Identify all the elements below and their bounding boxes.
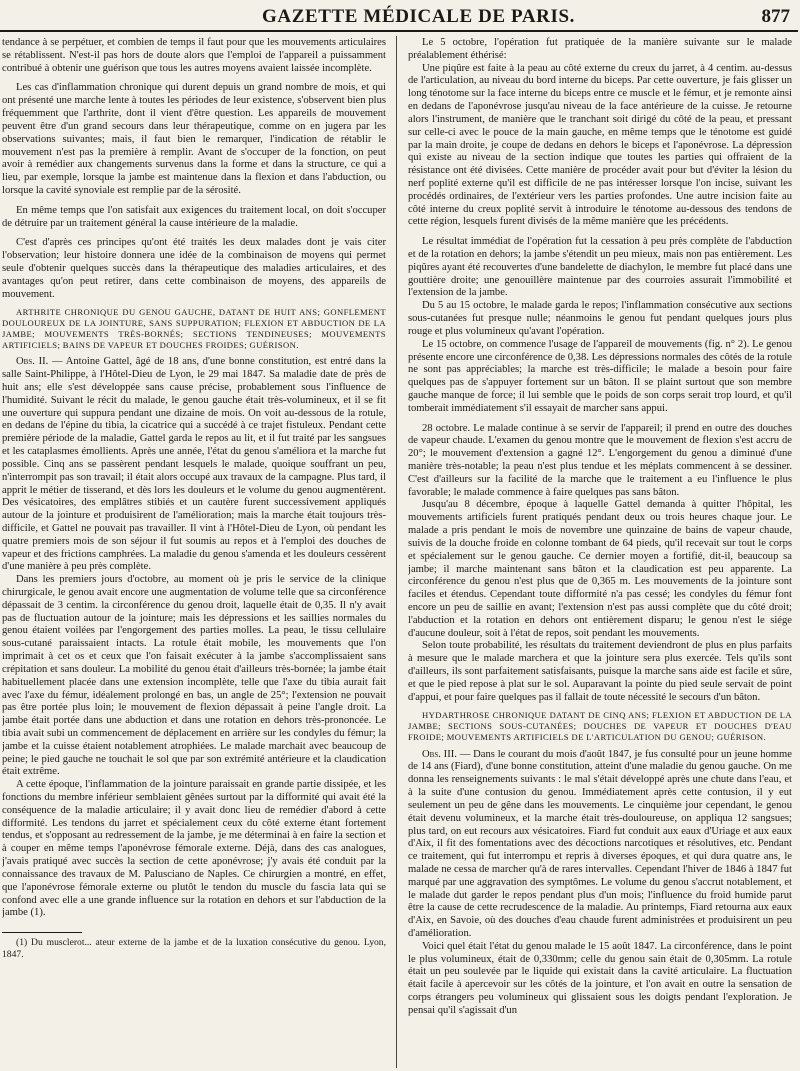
paragraph: Le 5 octobre, l'opération fut pratiquée de la manière suivante sur le malade préalablement éthérisé: [408,37,792,61]
observation-label: Obs. II. [16,356,49,368]
paragraph: En même temps que l'on satisfait aux exigences du traitement local, on doit s'occuper de détruire par un traitement général la cause intérieure de la maladie. [2,204,386,229]
observation-paragraph [408,749,792,941]
paragraph: Une piqûre est faite à la peau au côté externe du creux du jarret, à 4 centim. au-dessus de l'articulation, au niveau du bord interne du biceps. Par cette ouverture, je fais glisser un long ténotome sur la face interne du biceps entre ce muscle et le fémur, et je remonte ainsi en dedans de l'aponévrose jusqu'au niveau de la face antérieure de la cuisse. Je retourne alors l'instrument, de manière que le tranchant soit dirigé du côté de la peau, et pressant sur celle-ci avec le pouce de la main gauche, en même temps que le ténotome est guidé par la main droite, je coupe de dedans en dehors le biceps et l'aponévrose. La dépression qui existe au niveau de la section indique que toutes les parties qui offraient de la résistance ont été divisées. Cette manière de procéder avait pour but d'éviter la lésion du nerf poplité externe qu'il est difficile de ne pas intéresser lorsque l'on incise, suivant les procédés ordinaires, de l'extérieur vers les parties profondes. Une autre incision faite au côté interne du creux poplité servit à introduire le ténotome au-dessous des tendons de cette région, lesquels furent divisés de la même manière que les précédents. [408,62,792,228]
observation-label: Obs. III. [422,748,457,760]
paragraph: tendance à se perpétuer, et combien de temps il faut pour que les mouvements articulaires se rétablissent. N'est-il pas hors de doute alors que l'emploi de l'appareil a puissamment contribué à obtenir une guérison que tous les autres moyens avaient laissée incomplète. [2,37,386,74]
observation-text: — Antoine Gattel, âgé de 18 ans, d'une bonne constitution, est entré dans la salle Saint-Philippe, à l'Hôtel-Dieu de Lyon, le 29 mai 1847. Sa maladie date de près de huit ans; elle s'est développée sans cause précise, probablement sous l'influence de l'humidité. Suivant le récit du malade, le genou gauche était très-volumineux, et il se fit une ouverture qui suppura pendant une dizaine de mois. On voit au-dessous de la rotule, en dedans de l'épine du tibia, la cicatrice qui a succédé à ce trajet fistuleux. Pendant cette première période de la maladie, Gattel garda le repos au lit, et il fut traité par les sangsues et les cataplasmes émollients. Après une année, l'état du genou s'améliora et la marche fut possible. Cinq ans se passèrent pendant lesquels le malade, quoique souffrant un peu, n'interrompit pas son travail; il était alors occupé aux travaux de la campagne. Plus tard, il apprit le métier de tisserand, et dès lors les douleurs et le volume du genou augmentèrent. Des vésicatoires, des emplâtres stibiés et un cautère furent successivement appliqués autour de la jointure et produisirent de l'amélioration; mais la marche était toujours très-difficile, et Gattel ne pouvait pas travailler. Il vint à l'Hôtel-Dieu de Lyon, où pendant les quatre premiers mois de son séjour il fut soumis au repos et à l'emploi des douches de vapeur et des frictions camphrées. La maladie du genou s'amenda et les douleurs cessèrent d'une manière à peu près complète. [2,356,386,573]
paragraph: Dans les premiers jours d'octobre, au moment où je pris le service de la clinique chirurgicale, le genou avait encore une augmentation de volume telle que sa circonférence dépassait de 3 centim. la circonférence du genou droit, laquelle était de 0,35. Il n'y avait pas de fluctuation autour de la jointure; mais les dépressions et les saillies normales du genou étaient voilées par l'engorgement des parties molles. La peau, le tissu cellulaire sous-cutané paraissaient intacts. La rotule était mobile, les mouvements que l'on imprimait à cet os et ceux que l'on faisait exécuter à la jambe s'accomplissaient sans crépitation et sans douleur. La mobilité du genou était d'ailleurs très-bornée; la jambe était habituellement placée dans une extension incomplète, telle que l'axe du tibia aurait fait avec l'axe du fémur, idéalement prolongé en bas, un angle de 25°; l'extension ne pouvait pas être portée plus loin; le mouvement de flexion dépassait à peine l'angle droit. La jambe était portée dans une abduction et dans une rotation en dehors très-prononcée. Le tibia avait subi un commencement de déplacement en arrière sur les condyles du fémur; la jambe et la cuisse étaient notablement atrophiées. Le malade marchait avec beaucoup de peine; le pied gauche ne touchait le sol que par son extrémité antérieure et la claudication était extrême. [2,574,386,778]
header-rule [0,30,798,32]
case-heading: ARTHRITE CHRONIQUE DU GENOU GAUCHE, DATANT DE HUIT ANS; GONFLEMENT DOULOUREUX DE LA JOINTURE, SANS SUPPURATION; FLEXION ET ABDUCTION DE LA JAMBE; MOUVEMENTS TRÈS-BORNÉS; SECTIONS TENDINEUSES; MOUVEMENTS ARTIFICIELS; BAINS DE VAPEUR ET DOUCHES FROIDES; GUÉRISON. [2,307,386,350]
paragraph: Le résultat immédiat de l'opération fut la cessation à peu près complète de l'abduction et de la rotation en dehors; la jambe s'étendit un peu mieux, mais non pas entièrement. Les piqûres ayant été recouvertes d'une bandelette de diachylon, le membre fut placé dans une gouttière droite; une genouillère maintenue par des courroies assurait l'immobilité et l'extension de la jambe. [408,236,792,299]
case-heading: HYDARTHROSE CHRONIQUE DATANT DE CINQ ANS; FLEXION ET ABDUCTION DE LA JAMBE; SECTIONS SOUS-CUTANÉES; DOUCHES DE VAPEUR ET DOUCHES D'EAU FROIDE; MOUVEMENTS ARTIFICIELS DE L'ARTICULATION DU GENOU; GUÉRISON. [408,710,792,742]
column-divider [396,36,397,1068]
paragraph: Jusqu'au 8 décembre, époque à laquelle Gattel demanda à quitter l'hôpital, les mouvements artificiels furent pratiqués pendant deux ou trois heures chaque jour. Le malade a pris pendant le mois de novembre une quinzaine de bains de vapeur chaude, suivis de la douche froide en colonne tombant de 64 pieds, qu'il recevait sur tout le corps et spécialement sur le genou gauche. Ce dernier moyen a fortifié, dit-il, beaucoup sa jambe; il marche maintenant sans bâton et la claudication est peu apparente. La circonférence du genou n'est plus que de 0,365 m. Les mouvements de la jointure sont faciles et étendus. Cependant toute difformité n'a pas cessé; les condyles du fémur font encore un peu de saillie en avant; l'extension n'est pas aussi complète que du côté droit; l'abduction et la rotation en dehors ont entièrement disparu; le genou n'est le siége d'aucune douleur, soit à l'état de repos, soit pendant les mouvements. [408,499,792,639]
running-title: GAZETTE MÉDICALE DE PARIS. [262,6,575,27]
paragraph: Voici quel était l'état du genou malade le 15 août 1847. La circonférence, dans le point le plus volumineux, était de 0,330mm; celle du genou sain était de 0,305mm. La rotule était un peu soulevée par le liquide qui existait dans la cavité articulaire. La fluctuation était facile à apercevoir sur les côtés de la jointure, et l'on avait en outre la sensation de corps étrangers peu volumineux qui glissaient sous les doigts pendant l'exploration. Je pensai qu'il s'agissait d'un [408,940,792,1016]
paragraph: Du 5 au 15 octobre, le malade garda le repos; l'inflammation consécutive aux sections sous-cutanées fut presque nulle; néanmoins le genou fut pendant quelques jours plus rouge et plus volumineux qu'avant l'opération. [408,300,792,337]
footnote-separator [2,932,82,933]
observation-paragraph [2,356,386,574]
paragraph: 28 octobre. Le malade continue à se servir de l'appareil; il prend en outre des douches de vapeur chaude. L'examen du genou montre que le mouvement de flexion s'est accru de 20°; le mouvement d'extension a gagné 12°. L'engorgement du genou a diminué d'une manière très-notable; la peau n'est plus tendue et les méplats commencent à se dessiner. C'est d'ailleurs sur la facilité de la marche que le traitement a eu l'influence le plus favorable; le malade commence à faire quelques pas sans bâton. [408,422,792,498]
paragraph: C'est d'après ces principes qu'ont été traités les deux malades dont je vais citer l'observation; leur histoire donnera une idée de la combinaison de moyens qui permet seule d'obtenir quelques succès dans la thérapeutique des maladies articulaires, et des avantages qu'on peut retirer, dans cette combinaison de moyens, des appareils de mouvement. [2,237,386,300]
paragraph: Selon toute probabilité, les résultats du traitement deviendront de plus en plus parfaits à mesure que le malade marchera et que la jointure sera plus exercée. Tels qu'ils sont d'ailleurs, ils sont parfaitement satisfaisants, puisque la marche sans aide est facile et sûre, et que le pied repose à plat sur le sol. Auparavant la pointe du pied seule servait de point d'appui, et pour faire quelques pas il fallait de toute nécessité le secours d'un bâton. [408,640,792,703]
left-column [2,37,386,1067]
paragraph: Le 15 octobre, on commence l'usage de l'appareil de mouvements (fig. n° 2). Le genou présente encore une circonférence de 0,38. Les dépressions normales des côtés de la rotule ne sont pas appréciables; la marche est très-difficile; le malade a besoin pour faire quelques pas de s'appuyer fortement sur un bâton. Il se plaint surtout que son membre gauche manque de force; il lui semble que le poids de son corps serait trop lourd, et qu'il tomberait immédiatement s'il essayait de marcher sans appui. [408,338,792,414]
observation-text: — Dans le courant du mois d'août 1847, je fus consulté pour un jeune homme de 14 ans (Fiard), d'une bonne constitution, atteint d'une maladie du genou gauche. On me donna les renseignements suivants : le mal s'était développé après une chute dans l'eau, et à la suite d'une contusion du genou. Immédiatement après cette contusion, il y eut seulement un peu de gêne dans les mouvements. Le cinquième jour cependant, le genou était devenu volumineux, et la marche était très-douloureuse, on appliqua 12 sangsues; plus tard, on eut recours aux vésicatoires. Fiard fut conduit aux eaux d'Uriage et aux eaux d'Aix, il fit des fomentations avec des décoctions narcotiques et résolutives, etc. Pendant ce traitement, qui fut interrompu et repris à diverses époques, et qui dura quatre ans, le malade ne cessa de marcher qu'à de rares intervalles. Cependant l'hiver de 1846 à 1847 fut marqué par une aggravation des symptômes. Le volume du genou s'accrut notablement, et le malade dut garder le repos pendant plus d'un mois; l'influence du froid humide parut être la cause de cette recrudescence de la maladie. Au printemps, Fiard retourna aux eaux d'Aix, en Savoie, où des douches d'eau chaude furent administrées et produisirent un peu d'amélioration. [408,748,792,940]
right-column [408,37,792,1067]
paragraph: Les cas d'inflammation chronique qui durent depuis un grand nombre de mois, et qui ont présenté une marche lente à toutes les périodes de leur existence, s'observent bien plus fréquemment que l'arthrite, dont il vient d'être question. Les appareils de mouvement peuvent être d'un grand secours dans leur thérapeutique, comme on en jugera par les observations suivantes; mais, il faut bien le remarquer, l'indication de rétablir le mouvement n'est pas la première à remplir. Avant de s'occuper de la fonction, on peut avoir à remédier aux changements survenus dans la forme et dans la structure, ce qui a lieu, par exemple, lorsque la jambe est maintenue dans la flexion et dans l'abduction, ou lorsque la cavité synoviale est remplie par de la sérosité. [2,82,386,196]
page-header [0,0,800,34]
page-number: 877 [761,6,790,27]
footnote: (1) Du musclerot... ateur externe de la jambe et de la luxation consécutive du genou. Lyon, 1847. [2,937,386,960]
paragraph: A cette époque, l'inflammation de la jointure paraissait en grande partie dissipée, et les fonctions du membre inférieur semblaient gênées surtout par la difformité qui avait été la conséquence de la maladie articulaire; il y avait donc lieu de remédier d'abord à cette difformité. Les tendons du jarret et spécialement ceux du côté externe étant fortement tendus, et s'opposant au redressement de la jambe, je me déterminai à en faire la section et à couper en même temps l'aponévrose fémorale externe. Déjà, dans des cas analogues, j'avais pratiqué avec succès la section de cette aponévrose; j'y avais été conduit par la connaissance des travaux de M. Palusciano de Naples. Ce chirurgien a montré, en effet, que l'aponévrose fémorale externe ou plutôt le tendon du muscle du fascia lata qui se confond avec elle a une grande influence sur la rotation en dehors et sur l'abduction de la jambe (1). [2,779,386,919]
